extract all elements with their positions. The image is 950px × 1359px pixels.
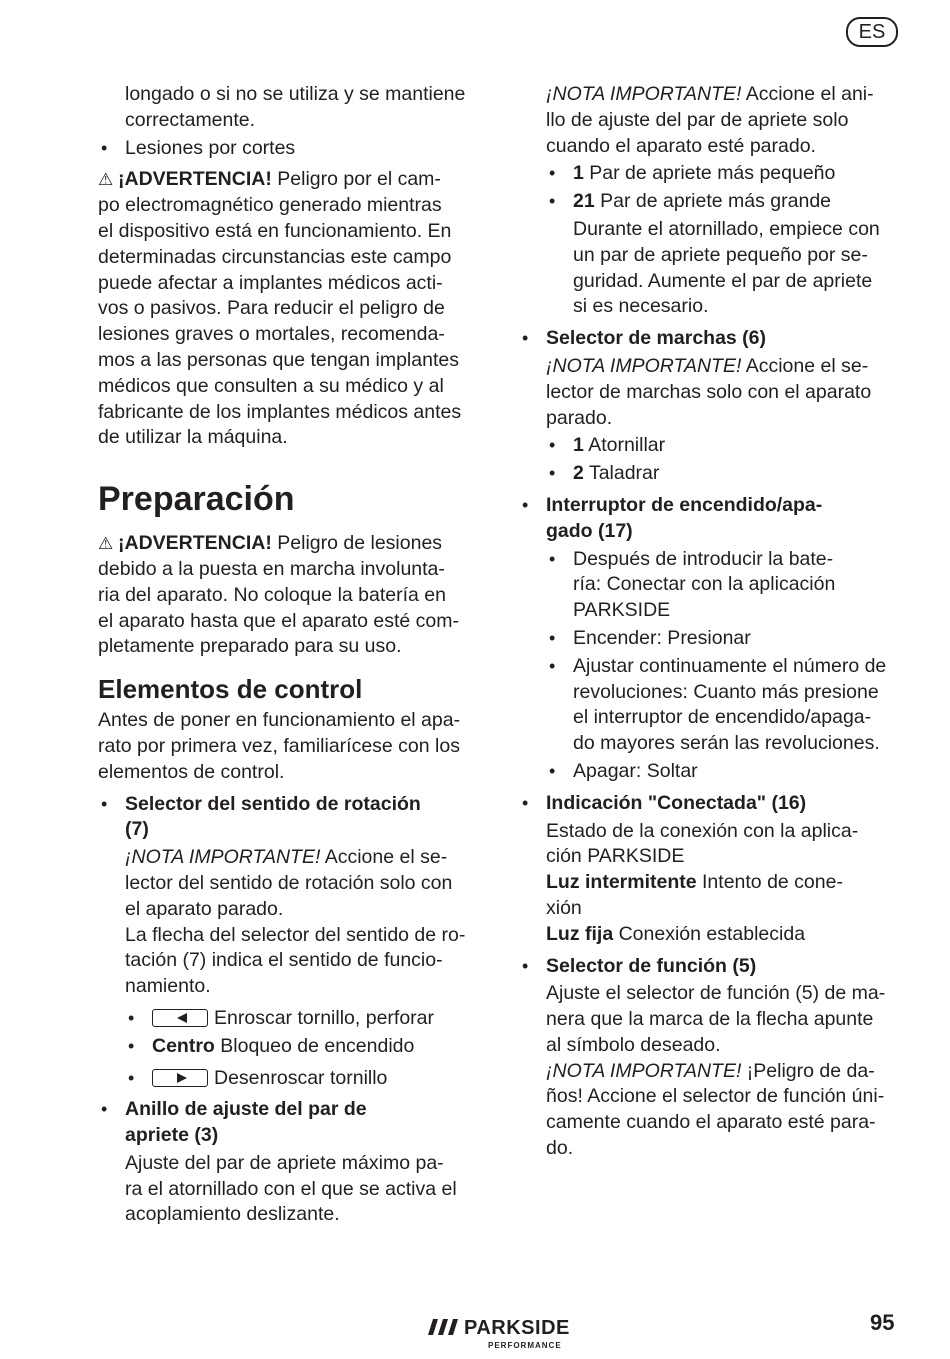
sub-list-item bbox=[519, 461, 899, 487]
language-badge: ES bbox=[846, 17, 898, 47]
sub-list-line: do mayores serán las revoluciones. bbox=[573, 732, 880, 755]
arrow-left-icon bbox=[152, 1009, 208, 1027]
note-text: Accione el ani- bbox=[745, 83, 874, 105]
sub-list-line: el interruptor de encendido/apaga- bbox=[573, 706, 872, 729]
intro-line: rato por primera vez, familiarícese con los bbox=[98, 734, 460, 757]
advice-line: Durante el atornillado, empiece con bbox=[573, 217, 880, 240]
bullet-icon: • bbox=[549, 163, 556, 184]
bullet-icon: • bbox=[128, 1067, 135, 1088]
warning-triangle-icon: ⚠ bbox=[98, 170, 114, 190]
note-label: ¡NOTA IMPORTANTE! bbox=[125, 846, 321, 869]
warning-line bbox=[98, 531, 483, 557]
note-text-line: namiento. bbox=[125, 975, 211, 998]
warning-text-line: médicos que consulten a su médico y al bbox=[98, 374, 444, 397]
sub-list-number: 1 bbox=[573, 162, 584, 185]
bullet-icon: • bbox=[549, 548, 556, 569]
note-text: ¡Peligro de da- bbox=[746, 1059, 875, 1082]
brand-name: PARKSIDE bbox=[464, 1317, 570, 1339]
warning-text: Peligro por el cam- bbox=[277, 168, 441, 191]
list-item-gear-selector bbox=[519, 326, 899, 431]
bullet-icon: • bbox=[101, 137, 108, 158]
note-label: ¡NOTA IMPORTANTE! bbox=[546, 354, 742, 377]
item-title: Interruptor de encendido/apa- bbox=[546, 493, 823, 516]
sub-list-line: Encender: Presionar bbox=[573, 626, 751, 649]
bullet-icon: • bbox=[549, 435, 556, 456]
bullet-icon: • bbox=[522, 494, 529, 515]
sub-list-item bbox=[519, 654, 899, 757]
note-text-line: parado. bbox=[546, 406, 613, 429]
section-heading: Preparación bbox=[98, 480, 295, 519]
warning-text-line: mos a las personas que tengan implantes bbox=[98, 348, 459, 371]
intro-line: elementos de control. bbox=[98, 760, 285, 783]
sub-list-item bbox=[519, 626, 899, 652]
sub-list-text: Taladrar bbox=[588, 462, 660, 485]
sub-list-text: Desenroscar tornillo bbox=[214, 1066, 388, 1089]
item-text-line bbox=[546, 922, 899, 948]
item-text-line: nera que la marca de la flecha apunte bbox=[546, 1008, 874, 1031]
sub-list-number: 1 bbox=[573, 434, 584, 457]
bullet-icon: • bbox=[522, 792, 529, 813]
warning-text-line: el aparato hasta que el aparato esté com- bbox=[98, 609, 459, 632]
bullet-icon: • bbox=[549, 627, 556, 648]
advice-line: un par de apriete pequeño por se- bbox=[573, 243, 868, 266]
advice-block bbox=[519, 217, 899, 320]
arrow-right-icon bbox=[152, 1069, 208, 1087]
note-text-line: llo de ajuste del par de apriete solo bbox=[546, 108, 849, 131]
subsection-heading: Elementos de control bbox=[98, 674, 363, 705]
advice-line: guridad. Aumente el par de apriete bbox=[573, 269, 873, 292]
warning-text-line: debido a la puesta en marcha involunta- bbox=[98, 557, 445, 580]
item-text-line: acoplamiento deslizante. bbox=[125, 1203, 340, 1226]
warning-text-line: lesiones graves o mortales, recomenda- bbox=[98, 323, 445, 346]
item-text-line: xión bbox=[546, 896, 582, 919]
warning-line bbox=[98, 167, 483, 193]
sub-list-number: 21 bbox=[573, 190, 595, 213]
sub-list-item bbox=[519, 759, 899, 785]
bullet-icon: • bbox=[549, 760, 556, 781]
item-title: Selector de función (5) bbox=[546, 954, 757, 977]
bullet-icon: • bbox=[128, 1035, 135, 1056]
warning-text-line: determinadas circunstancias este campo bbox=[98, 245, 452, 268]
list-item-torque-ring bbox=[98, 1097, 483, 1228]
note-text-line: lector de marchas solo con el aparato bbox=[546, 380, 872, 403]
item-title: Indicación "Conectada" (16) bbox=[546, 791, 807, 814]
item-title: Anillo de ajuste del par de bbox=[125, 1098, 367, 1121]
item-text-line: al símbolo deseado. bbox=[546, 1033, 721, 1056]
note-label: ¡NOTA IMPORTANTE! bbox=[546, 83, 742, 105]
warning-text-line: puede afectar a implantes médicos acti- bbox=[98, 271, 443, 294]
bullet-icon: • bbox=[128, 1007, 135, 1028]
note-line bbox=[546, 82, 899, 108]
warning-label: ¡ADVERTENCIA! bbox=[118, 168, 272, 191]
note-text: Accione el se- bbox=[324, 846, 448, 869]
warning-block bbox=[98, 167, 483, 451]
page-number: 95 bbox=[870, 1310, 895, 1335]
list-item bbox=[98, 136, 483, 162]
sub-list-item bbox=[519, 547, 899, 624]
sub-list-bold: Centro bbox=[152, 1034, 215, 1057]
item-title: Selector del sentido de rotación bbox=[125, 792, 421, 815]
item-text-line: Ajuste el selector de función (5) de ma- bbox=[546, 982, 886, 1005]
list-item-rotation-selector bbox=[98, 792, 483, 1000]
warning-triangle-icon: ⚠ bbox=[98, 534, 114, 554]
note-line bbox=[546, 354, 899, 380]
right-column bbox=[519, 82, 899, 1162]
list-item-text: Lesiones por cortes bbox=[125, 136, 296, 159]
sub-list-item bbox=[519, 161, 899, 187]
sub-list-number: 2 bbox=[573, 462, 584, 485]
bullet-icon: • bbox=[522, 955, 529, 976]
note-text-line: lector del sentido de rotación solo con bbox=[125, 871, 453, 894]
sub-list-line: PARKSIDE bbox=[573, 599, 671, 622]
bullet-icon: • bbox=[101, 793, 108, 814]
item-title: apriete (3) bbox=[125, 1124, 219, 1147]
warning-text-line: fabricante de los implantes médicos antes bbox=[98, 400, 462, 423]
bullet-icon: • bbox=[549, 463, 556, 484]
left-column bbox=[98, 82, 483, 1228]
sub-list-text: Atornillar bbox=[588, 434, 666, 457]
item-title: Selector de marchas (6) bbox=[546, 327, 767, 350]
brand-subtitle: PERFORMANCE bbox=[488, 1341, 562, 1350]
continued-text-line: longado o si no se utiliza y se mantiene bbox=[125, 83, 466, 105]
advice-line: si es necesario. bbox=[573, 295, 709, 318]
list-item-power-switch bbox=[519, 493, 899, 545]
sub-list-item bbox=[519, 189, 899, 215]
brand-stripes-icon bbox=[428, 1319, 460, 1335]
item-text-line: ción PARKSIDE bbox=[546, 845, 685, 868]
state-text: Intento de cone- bbox=[702, 871, 843, 894]
note-line bbox=[125, 845, 483, 871]
sub-list-text: Par de apriete más grande bbox=[600, 190, 832, 213]
list-item-function-selector bbox=[519, 954, 899, 1162]
sub-list-text: Par de apriete más pequeño bbox=[589, 162, 836, 185]
note-text-line: tación (7) indica el sentido de funcio- bbox=[125, 949, 443, 972]
sub-list-item bbox=[98, 1034, 483, 1060]
state-text: Conexión establecida bbox=[618, 922, 806, 945]
note-text-line: do. bbox=[546, 1137, 574, 1160]
sub-list-item bbox=[98, 1066, 483, 1092]
sub-list-line: revoluciones: Cuanto más presione bbox=[573, 680, 879, 703]
sub-list-line: Ajustar continuamente el número de bbox=[573, 654, 887, 677]
warning-block bbox=[98, 531, 483, 660]
item-text-line: Ajuste del par de apriete máximo pa- bbox=[125, 1151, 444, 1174]
note-text-line: cuando el aparato esté parado. bbox=[546, 134, 816, 157]
note-block bbox=[519, 82, 899, 159]
note-text-line: el aparato parado. bbox=[125, 897, 284, 920]
sub-list-text: Enroscar tornillo, perforar bbox=[214, 1006, 435, 1029]
warning-text-line: ria del aparato. No coloque la batería en bbox=[98, 583, 446, 606]
sub-list-item bbox=[519, 433, 899, 459]
warning-text-line: de utilizar la máquina. bbox=[98, 426, 288, 449]
warning-text: Peligro de lesiones bbox=[277, 532, 443, 555]
warning-label: ¡ADVERTENCIA! bbox=[118, 532, 272, 555]
sub-list-text: Bloqueo de encendido bbox=[220, 1034, 415, 1057]
note-text: Accione el se- bbox=[745, 354, 869, 377]
item-title: gado (17) bbox=[546, 519, 633, 542]
list-item-connected-indicator bbox=[519, 791, 899, 948]
warning-text-line: pletamente preparado para su uso. bbox=[98, 635, 402, 658]
state-label: Luz fija bbox=[546, 922, 614, 945]
item-text-line bbox=[546, 870, 899, 896]
item-text-line: Estado de la conexión con la aplica- bbox=[546, 819, 859, 842]
sub-list-line: Apagar: Soltar bbox=[573, 759, 698, 782]
note-text-line: ños! Accione el selector de función úni- bbox=[546, 1085, 885, 1108]
sub-list-line: ría: Conectar con la aplicación bbox=[573, 573, 836, 596]
note-line bbox=[546, 1059, 899, 1085]
sub-list-line: Después de introducir la bate- bbox=[573, 547, 834, 570]
item-title: (7) bbox=[125, 818, 149, 841]
bullet-icon: • bbox=[101, 1099, 108, 1120]
warning-text-line: vos o pasivos. Para reducir el peligro de bbox=[98, 297, 445, 320]
continued-text-line: correctamente. bbox=[125, 108, 256, 131]
bullet-icon: • bbox=[549, 191, 556, 212]
warning-text-line: po electromagnético generado mientras bbox=[98, 194, 442, 217]
note-label: ¡NOTA IMPORTANTE! bbox=[546, 1059, 742, 1082]
intro-line: Antes de poner en funcionamiento el apa- bbox=[98, 709, 461, 732]
bullet-icon: • bbox=[522, 328, 529, 349]
bullet-icon: • bbox=[549, 655, 556, 676]
note-text-line: La flecha del selector del sentido de ro- bbox=[125, 923, 466, 946]
item-text-line: ra el atornillado con el que se activa el bbox=[125, 1177, 457, 1200]
note-text-line: camente cuando el aparato esté para- bbox=[546, 1111, 876, 1134]
sub-list-item bbox=[98, 1006, 483, 1032]
warning-text-line: el dispositivo está en funcionamiento. En bbox=[98, 219, 452, 242]
state-label: Luz intermitente bbox=[546, 871, 697, 894]
